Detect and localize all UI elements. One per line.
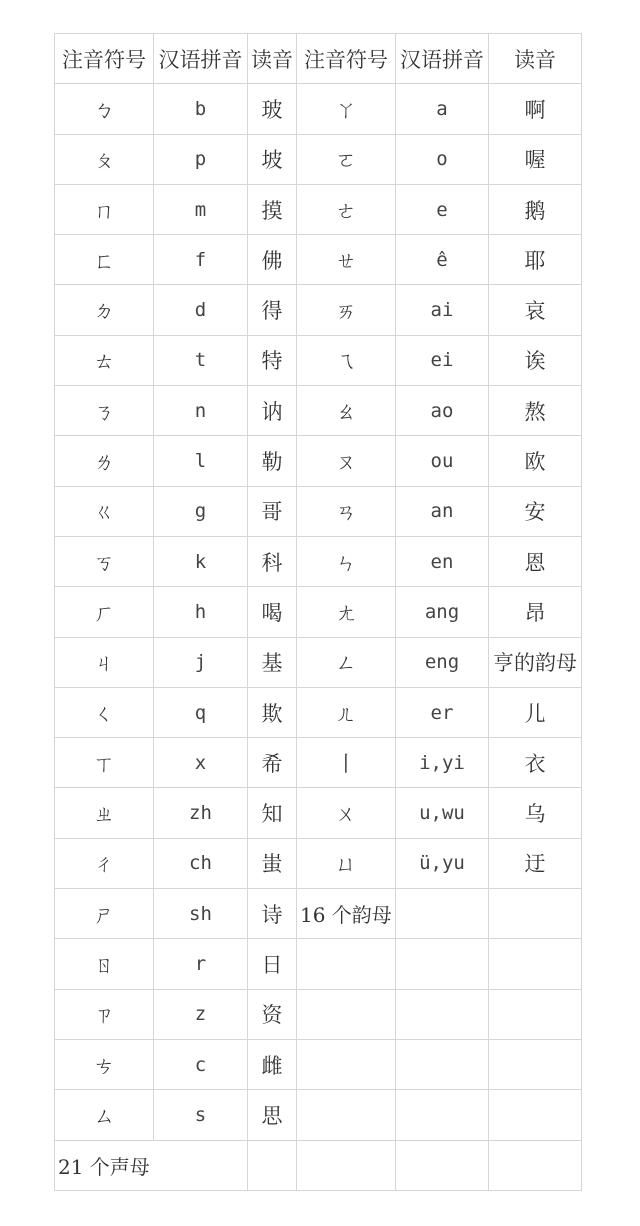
- final-reading-cell: 欧: [489, 436, 582, 486]
- table-row: [55, 235, 582, 285]
- initial-reading-cell: 欺: [248, 687, 297, 737]
- initial-pinyin-cell: n: [154, 386, 248, 436]
- final-zhuyin-cell: ㄞ: [297, 285, 396, 335]
- header-cell-reading-1: 读音: [248, 34, 297, 84]
- final-reading-cell: 啊: [489, 84, 582, 134]
- initial-reading-cell: 勒: [248, 436, 297, 486]
- initial-zhuyin-cell: ㄖ: [55, 939, 154, 989]
- final-pinyin-cell: ou: [396, 436, 489, 486]
- final-zhuyin-cell: ㄛ: [297, 134, 396, 184]
- final-reading-cell: [489, 1039, 582, 1089]
- initial-zhuyin-cell: ㄏ: [55, 587, 154, 637]
- initial-zhuyin-cell: ㄕ: [55, 889, 154, 939]
- final-reading-cell: 迂: [489, 838, 582, 888]
- table-row: [55, 436, 582, 486]
- final-zhuyin-cell: ㄜ: [297, 184, 396, 234]
- header-cell-reading-2: 读音: [489, 34, 582, 84]
- final-pinyin-cell: a: [396, 84, 489, 134]
- initial-reading-cell: 坡: [248, 134, 297, 184]
- final-zhuyin-cell: ㄟ: [297, 335, 396, 385]
- initial-zhuyin-cell: ㄗ: [55, 989, 154, 1039]
- table-row: [55, 1140, 582, 1190]
- final-zhuyin-cell: [297, 1039, 396, 1089]
- initial-pinyin-cell: z: [154, 989, 248, 1039]
- final-pinyin-cell: ang: [396, 587, 489, 637]
- table-row: [55, 386, 582, 436]
- final-zhuyin-cell: [297, 939, 396, 989]
- table-row: [55, 1090, 582, 1140]
- final-pinyin-cell: o: [396, 134, 489, 184]
- empty-cell: [248, 1140, 297, 1190]
- table-row: [55, 788, 582, 838]
- zhuyin-table-body: [55, 34, 582, 1191]
- table-row: [55, 738, 582, 788]
- initial-reading-cell: 科: [248, 536, 297, 586]
- final-pinyin-cell: ai: [396, 285, 489, 335]
- table-row: [55, 838, 582, 888]
- initial-reading-cell: 玻: [248, 84, 297, 134]
- initial-zhuyin-cell: ㄉ: [55, 285, 154, 335]
- final-pinyin-cell: [396, 939, 489, 989]
- final-pinyin-cell: [396, 889, 489, 939]
- initial-zhuyin-cell: ㄅ: [55, 84, 154, 134]
- finals-count-label: 16 个韵母: [297, 889, 396, 939]
- final-reading-cell: 哀: [489, 285, 582, 335]
- initial-pinyin-cell: c: [154, 1039, 248, 1089]
- initial-reading-cell: 雌: [248, 1039, 297, 1089]
- final-reading-cell: 亨的韵母: [489, 637, 582, 687]
- final-reading-cell: 衣: [489, 738, 582, 788]
- final-reading-cell: [489, 989, 582, 1039]
- initial-zhuyin-cell: ㄊ: [55, 335, 154, 385]
- initial-zhuyin-cell: ㄌ: [55, 436, 154, 486]
- final-reading-cell: 熬: [489, 386, 582, 436]
- initial-pinyin-cell: q: [154, 687, 248, 737]
- final-pinyin-cell: [396, 989, 489, 1039]
- final-reading-cell: [489, 939, 582, 989]
- table-row: [55, 536, 582, 586]
- final-zhuyin-cell: 丨: [297, 738, 396, 788]
- final-pinyin-cell: u,wu: [396, 788, 489, 838]
- initial-reading-cell: 得: [248, 285, 297, 335]
- final-pinyin-cell: ê: [396, 235, 489, 285]
- initial-reading-cell: 喝: [248, 587, 297, 637]
- initial-reading-cell: 希: [248, 738, 297, 788]
- final-zhuyin-cell: ㄢ: [297, 486, 396, 536]
- initial-zhuyin-cell: ㄍ: [55, 486, 154, 536]
- initial-pinyin-cell: j: [154, 637, 248, 687]
- final-zhuyin-cell: ㄡ: [297, 436, 396, 486]
- initial-zhuyin-cell: ㄐ: [55, 637, 154, 687]
- final-pinyin-cell: ei: [396, 335, 489, 385]
- initial-reading-cell: 讷: [248, 386, 297, 436]
- final-reading-cell: [489, 1090, 582, 1140]
- final-zhuyin-cell: [297, 1090, 396, 1140]
- initial-reading-cell: 思: [248, 1090, 297, 1140]
- initial-pinyin-cell: m: [154, 184, 248, 234]
- table-row: [55, 1039, 582, 1089]
- initial-reading-cell: 蚩: [248, 838, 297, 888]
- initial-pinyin-cell: h: [154, 587, 248, 637]
- final-zhuyin-cell: ㄝ: [297, 235, 396, 285]
- initial-pinyin-cell: x: [154, 738, 248, 788]
- final-pinyin-cell: e: [396, 184, 489, 234]
- empty-cell: [396, 1140, 489, 1190]
- final-reading-cell: 耶: [489, 235, 582, 285]
- final-pinyin-cell: ao: [396, 386, 489, 436]
- initial-pinyin-cell: l: [154, 436, 248, 486]
- final-zhuyin-cell: ㄚ: [297, 84, 396, 134]
- final-pinyin-cell: an: [396, 486, 489, 536]
- initial-reading-cell: 知: [248, 788, 297, 838]
- final-pinyin-cell: [396, 1090, 489, 1140]
- initial-zhuyin-cell: ㄓ: [55, 788, 154, 838]
- initial-zhuyin-cell: ㄔ: [55, 838, 154, 888]
- table-row: [55, 587, 582, 637]
- empty-cell: [489, 1140, 582, 1190]
- table-row: [55, 939, 582, 989]
- initial-zhuyin-cell: ㄒ: [55, 738, 154, 788]
- final-zhuyin-cell: [297, 989, 396, 1039]
- final-reading-cell: 喔: [489, 134, 582, 184]
- table-row: [55, 335, 582, 385]
- initial-zhuyin-cell: ㄎ: [55, 536, 154, 586]
- table-row: [55, 637, 582, 687]
- final-reading-cell: [489, 889, 582, 939]
- final-reading-cell: 乌: [489, 788, 582, 838]
- initial-zhuyin-cell: ㄋ: [55, 386, 154, 436]
- table-row: [55, 285, 582, 335]
- final-pinyin-cell: er: [396, 687, 489, 737]
- final-reading-cell: 儿: [489, 687, 582, 737]
- initial-pinyin-cell: f: [154, 235, 248, 285]
- final-zhuyin-cell: ㄩ: [297, 838, 396, 888]
- empty-cell: [297, 1140, 396, 1190]
- final-reading-cell: 鹅: [489, 184, 582, 234]
- initial-zhuyin-cell: ㄆ: [55, 134, 154, 184]
- final-reading-cell: 诶: [489, 335, 582, 385]
- initial-zhuyin-cell: ㄑ: [55, 687, 154, 737]
- final-zhuyin-cell: ㄦ: [297, 687, 396, 737]
- initial-zhuyin-cell: ㄙ: [55, 1090, 154, 1140]
- initial-reading-cell: 摸: [248, 184, 297, 234]
- final-reading-cell: 昂: [489, 587, 582, 637]
- final-pinyin-cell: eng: [396, 637, 489, 687]
- initial-zhuyin-cell: ㄘ: [55, 1039, 154, 1089]
- initial-pinyin-cell: s: [154, 1090, 248, 1140]
- final-zhuyin-cell: ㄥ: [297, 637, 396, 687]
- initial-pinyin-cell: zh: [154, 788, 248, 838]
- table-row: [55, 84, 582, 134]
- final-reading-cell: 安: [489, 486, 582, 536]
- initial-pinyin-cell: r: [154, 939, 248, 989]
- final-zhuyin-cell: ㄤ: [297, 587, 396, 637]
- final-pinyin-cell: [396, 1039, 489, 1089]
- initial-reading-cell: 佛: [248, 235, 297, 285]
- initial-zhuyin-cell: ㄈ: [55, 235, 154, 285]
- final-zhuyin-cell: ㄣ: [297, 536, 396, 586]
- initial-pinyin-cell: g: [154, 486, 248, 536]
- table-row: [55, 889, 582, 939]
- table-row: [55, 687, 582, 737]
- initial-pinyin-cell: d: [154, 285, 248, 335]
- table-row: [55, 989, 582, 1039]
- initial-reading-cell: 日: [248, 939, 297, 989]
- header-cell-zhuyin-1: 注音符号: [55, 34, 154, 84]
- initial-pinyin-cell: p: [154, 134, 248, 184]
- final-zhuyin-cell: ㄠ: [297, 386, 396, 436]
- initial-reading-cell: 特: [248, 335, 297, 385]
- initial-reading-cell: 哥: [248, 486, 297, 536]
- final-zhuyin-cell: ㄨ: [297, 788, 396, 838]
- initial-reading-cell: 诗: [248, 889, 297, 939]
- header-cell-pinyin-2: 汉语拼音: [396, 34, 489, 84]
- final-pinyin-cell: i,yi: [396, 738, 489, 788]
- final-reading-cell: 恩: [489, 536, 582, 586]
- table-row: [55, 134, 582, 184]
- initial-pinyin-cell: t: [154, 335, 248, 385]
- table-header-row: [55, 34, 582, 84]
- initial-pinyin-cell: k: [154, 536, 248, 586]
- header-cell-pinyin-1: 汉语拼音: [154, 34, 248, 84]
- final-pinyin-cell: ü,yu: [396, 838, 489, 888]
- initials-count-label: 21 个声母: [55, 1140, 248, 1190]
- zhuyin-table: [54, 33, 582, 1191]
- header-cell-zhuyin-2: 注音符号: [297, 34, 396, 84]
- initial-pinyin-cell: b: [154, 84, 248, 134]
- initial-pinyin-cell: sh: [154, 889, 248, 939]
- initial-reading-cell: 资: [248, 989, 297, 1039]
- final-pinyin-cell: en: [396, 536, 489, 586]
- table-row: [55, 184, 582, 234]
- initial-zhuyin-cell: ㄇ: [55, 184, 154, 234]
- table-row: [55, 486, 582, 536]
- initial-pinyin-cell: ch: [154, 838, 248, 888]
- initial-reading-cell: 基: [248, 637, 297, 687]
